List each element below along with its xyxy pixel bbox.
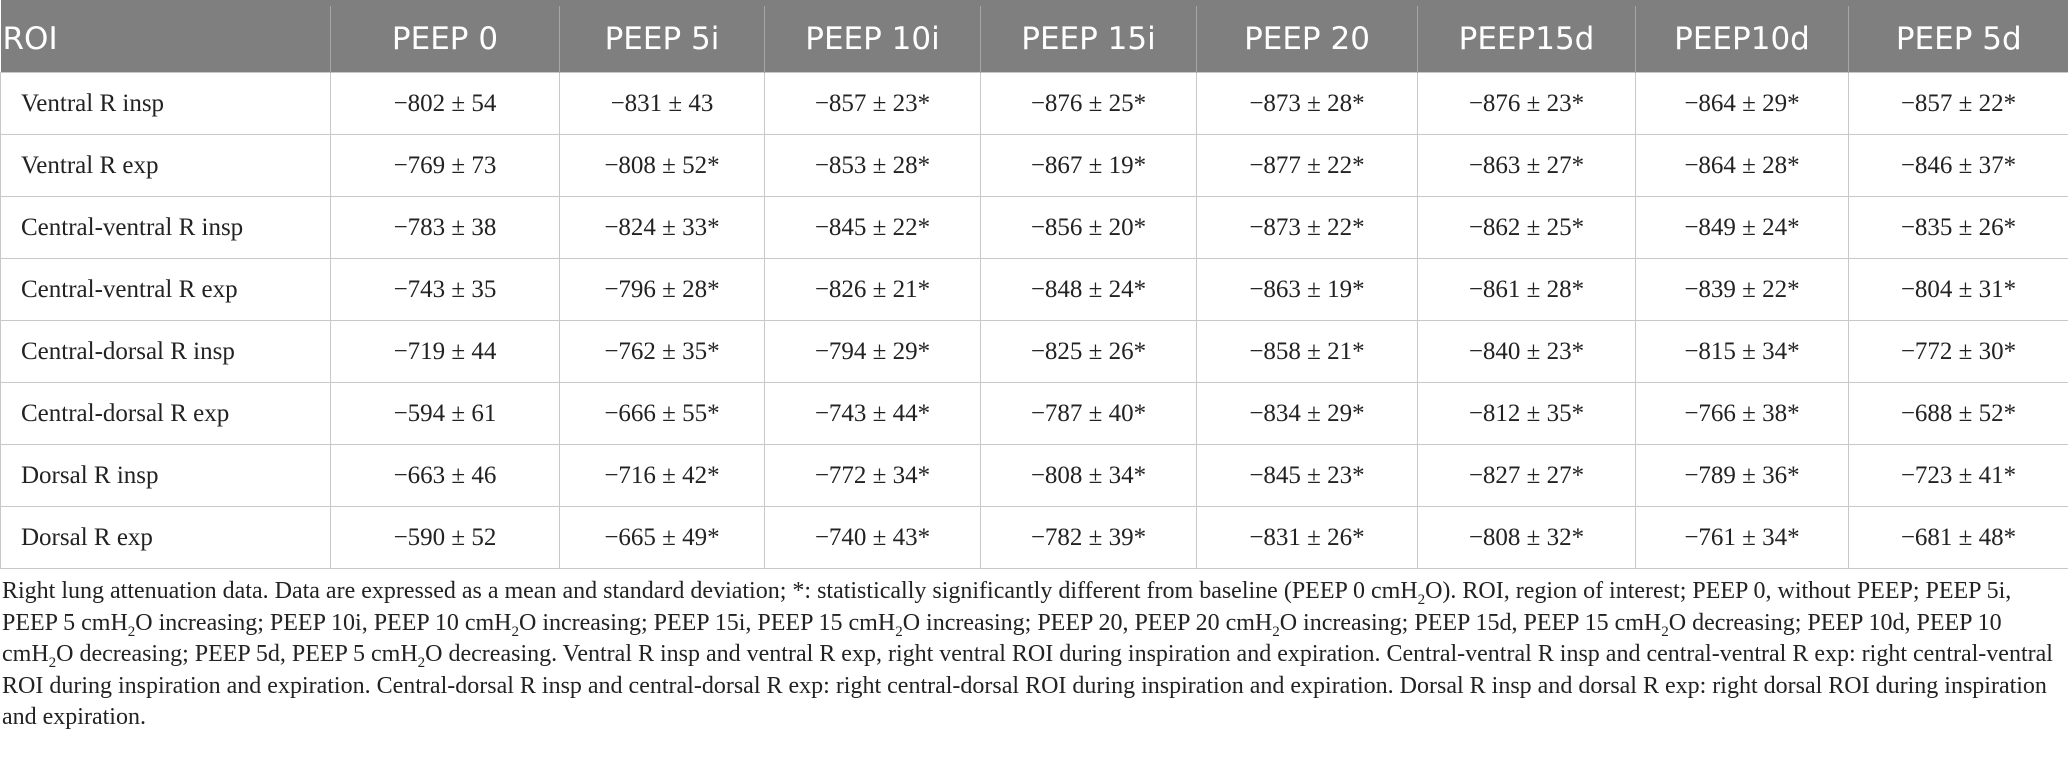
table-cell: −787 ± 40* (981, 383, 1197, 445)
table-cell: −876 ± 25* (981, 73, 1197, 135)
table-cell: −857 ± 23* (765, 73, 981, 135)
caption-part: O decreasing. Ventral R insp and ventral R exp, right ventral ROI during inspiration and expiration. Central-ventral R insp and central-ventral R exp: right central-ventral ROI during inspiration and expiration. Central-dorsal R insp and central-dorsal R exp: right central-dorsal ROI during inspiration and expiration. Dorsal R insp and dorsal R exp: right dorsal ROI during inspiration and expiration. (2, 641, 2053, 730)
table-cell: −782 ± 39* (981, 507, 1197, 569)
table-row (1, 445, 2068, 507)
table-cell: −794 ± 29* (765, 321, 981, 383)
table-cell: −740 ± 43* (765, 507, 981, 569)
table-cell: −796 ± 28* (560, 259, 765, 321)
table-cell: −827 ± 27* (1418, 445, 1636, 507)
table-cell: −840 ± 23* (1418, 321, 1636, 383)
column-header: PEEP 20 (1197, 3, 1418, 73)
table-cell: −812 ± 35* (1418, 383, 1636, 445)
subscript: 2 (48, 654, 57, 671)
table-cell: −766 ± 38* (1636, 383, 1849, 445)
table-cell: −863 ± 27* (1418, 135, 1636, 197)
table-header (1, 3, 2068, 73)
caption-part: O decreasing; PEEP 10d, PEEP 10 cmH (2, 609, 2002, 667)
subscript: 2 (417, 654, 426, 671)
table-cell: −719 ± 44 (331, 321, 560, 383)
table-cell: −769 ± 73 (331, 135, 560, 197)
column-header: PEEP 5i (560, 3, 765, 73)
subscript: 2 (511, 623, 519, 640)
caption-part: O decreasing; PEEP 5d, PEEP 5 cmH (56, 641, 418, 667)
row-label: Central-ventral R insp (1, 197, 331, 259)
column-header: PEEP 15i (981, 3, 1197, 73)
table-cell: −849 ± 24* (1636, 197, 1849, 259)
table-cell: −857 ± 22* (1849, 73, 2068, 135)
table-cell: −804 ± 31* (1849, 259, 2068, 321)
table-cell: −845 ± 22* (765, 197, 981, 259)
table-cell: −873 ± 22* (1197, 197, 1418, 259)
table-cell: −853 ± 28* (765, 135, 981, 197)
table-row (1, 73, 2068, 135)
table-caption (2, 576, 2062, 734)
table-cell: −663 ± 46 (331, 445, 560, 507)
table-cell: −826 ± 21* (765, 259, 981, 321)
table-cell: −834 ± 29* (1197, 383, 1418, 445)
table-cell: −831 ± 43 (560, 73, 765, 135)
table-cell: −808 ± 34* (981, 445, 1197, 507)
table-cell: −761 ± 34* (1636, 507, 1849, 569)
table-cell: −848 ± 24* (981, 259, 1197, 321)
table-cell: −681 ± 48* (1849, 507, 2068, 569)
table-body (1, 73, 2068, 569)
caption-part: O). ROI, region of interest; PEEP 0, without PEEP; PEEP 5i, PEEP 5 cmH (2, 578, 2012, 636)
header-row (1, 3, 2068, 73)
table-row (1, 135, 2068, 197)
table-cell: −590 ± 52 (331, 507, 560, 569)
table-row (1, 197, 2068, 259)
row-label: Ventral R insp (1, 73, 331, 135)
table-cell: −873 ± 28* (1197, 73, 1418, 135)
row-label: Central-dorsal R insp (1, 321, 331, 383)
column-header: PEEP15d (1418, 3, 1636, 73)
table-cell: −858 ± 21* (1197, 321, 1418, 383)
column-header-roi: ROI (1, 3, 331, 73)
column-header: PEEP 10i (765, 3, 981, 73)
table-cell: −876 ± 23* (1418, 73, 1636, 135)
table-cell: −594 ± 61 (331, 383, 560, 445)
subscript: 2 (895, 623, 903, 640)
table-cell: −862 ± 25* (1418, 197, 1636, 259)
row-label: Dorsal R insp (1, 445, 331, 507)
caption-part: O increasing; PEEP 15i, PEEP 15 cmH (518, 609, 896, 636)
subscript: 2 (1661, 623, 1669, 640)
table-row (1, 507, 2068, 569)
table-cell: −665 ± 49* (560, 507, 765, 569)
table-row (1, 321, 2068, 383)
table-cell: −867 ± 19* (981, 135, 1197, 197)
table-cell: −808 ± 52* (560, 135, 765, 197)
subscript: 2 (1272, 623, 1280, 640)
row-label: Dorsal R exp (1, 507, 331, 569)
table-cell: −802 ± 54 (331, 73, 560, 135)
table-row (1, 383, 2068, 445)
row-label: Central-dorsal R exp (1, 383, 331, 445)
column-header: PEEP 0 (331, 3, 560, 73)
table-cell: −839 ± 22* (1636, 259, 1849, 321)
table-cell: −831 ± 26* (1197, 507, 1418, 569)
column-header: PEEP10d (1636, 3, 1849, 73)
table-cell: −688 ± 52* (1849, 383, 2068, 445)
table-cell: −864 ± 28* (1636, 135, 1849, 197)
table-cell: −815 ± 34* (1636, 321, 1849, 383)
table-cell: −808 ± 32* (1418, 507, 1636, 569)
caption-part: O increasing; PEEP 15d, PEEP 15 cmH (1279, 609, 1662, 636)
caption-part: O increasing; PEEP 10i, PEEP 10 cmH (135, 609, 512, 636)
table-cell: −877 ± 22* (1197, 135, 1418, 197)
table-cell: −666 ± 55* (560, 383, 765, 445)
table-cell: −743 ± 44* (765, 383, 981, 445)
caption-part: Right lung attenuation data. Data are expressed as a mean and standard deviation; *: statistically significantly different from baseline (PEEP 0 cmH (2, 578, 1418, 604)
row-label: Central-ventral R exp (1, 259, 331, 321)
subscript: 2 (127, 623, 136, 640)
table-cell: −835 ± 26* (1849, 197, 2068, 259)
table-cell: −772 ± 30* (1849, 321, 2068, 383)
table-cell: −845 ± 23* (1197, 445, 1418, 507)
table-cell: −789 ± 36* (1636, 445, 1849, 507)
row-label: Ventral R exp (1, 135, 331, 197)
column-header: PEEP 5d (1849, 3, 2068, 73)
table-cell: −723 ± 41* (1849, 445, 2068, 507)
caption-part: O increasing; PEEP 20, PEEP 20 cmH (902, 609, 1273, 636)
table-cell: −743 ± 35 (331, 259, 560, 321)
table-cell: −824 ± 33* (560, 197, 765, 259)
table-cell: −864 ± 29* (1636, 73, 1849, 135)
table-row (1, 259, 2068, 321)
table-cell: −783 ± 38 (331, 197, 560, 259)
subscript: 2 (1417, 591, 1426, 608)
table-cell: −825 ± 26* (981, 321, 1197, 383)
table-cell: −772 ± 34* (765, 445, 981, 507)
table-cell: −863 ± 19* (1197, 259, 1418, 321)
table-cell: −846 ± 37* (1849, 135, 2068, 197)
table-cell: −762 ± 35* (560, 321, 765, 383)
table-cell: −716 ± 42* (560, 445, 765, 507)
table-cell: −856 ± 20* (981, 197, 1197, 259)
table-cell: −861 ± 28* (1418, 259, 1636, 321)
